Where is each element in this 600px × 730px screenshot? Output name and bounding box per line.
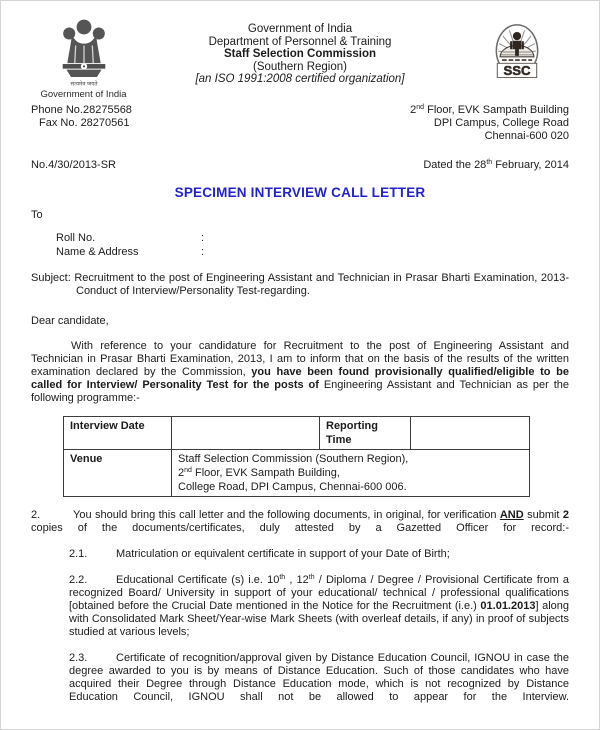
office-address	[410, 104, 569, 143]
salutation: Dear candidate,	[31, 315, 109, 327]
item-2-3-number: 2.3.	[69, 652, 88, 664]
roll-no-colon: :	[201, 232, 205, 244]
fax-number: Fax No. 28270561	[39, 117, 130, 129]
recipient-fields	[56, 232, 569, 259]
item-2-1	[69, 548, 569, 561]
documents-paragraph	[31, 509, 569, 535]
item-2-3	[69, 652, 569, 704]
venue-value	[172, 450, 530, 497]
roll-no-label: Roll No.	[56, 232, 96, 244]
item-2-3-text: Certificate of recognition/approval given by Distance Education Council, IGNOU in case the degree awarded to you is by means of Distance Education. Such of those candidates who have acquired their Degree through Distance Education mode, which is not recognized by Distance Education Council, IGNOU shall not be allowed to appear for the Interview.	[69, 652, 569, 703]
venue-line-2: 2nd Floor, EVK Sampath Building,	[178, 467, 340, 479]
venue-line-1: Staff Selection Commission (Southern Region),	[178, 453, 409, 465]
item-2-1-number: 2.1.	[69, 548, 88, 560]
reference-row	[31, 159, 569, 172]
interview-date-value	[172, 417, 320, 450]
table-row-venue	[64, 450, 530, 497]
item-2-1-text: Matriculation or equivalent certificate in support of your Date of Birth;	[116, 548, 450, 560]
interview-date-header: Interview Date	[64, 417, 172, 450]
emblem-block	[31, 15, 136, 100]
india-emblem-icon	[55, 15, 113, 89]
letterhead	[31, 15, 569, 100]
subject-line: Subject: Recruitment to the post of Engineering Assistant and Technician in Prasar Bharti Examination, 2013-Conduct of Interview/Personality Test-regarding.	[31, 272, 569, 297]
org-line-iso: [an ISO 1991:2008 certified organization]	[195, 73, 405, 86]
venue-header: Venue	[64, 450, 172, 497]
documents-paragraph-text: You should bring this call letter and the following documents, in original, for verification AND submit 2 copies of the documents/certificates, duly attested by a Gazetted Officer for record:-	[31, 509, 569, 534]
reporting-time-value	[411, 417, 530, 450]
emblem-caption: Government of India	[40, 89, 127, 100]
letter-date: Dated the 28th February, 2014	[423, 159, 569, 171]
to-label: To	[31, 209, 43, 221]
name-address-colon: :	[201, 245, 205, 258]
org-line-commission: Staff Selection Commission	[223, 48, 377, 61]
name-address-row	[56, 246, 569, 260]
item-2-2-text: Educational Certificate (s) i.e. 10th , 12th / Diploma / Degree / Provisional Certificate from a recognized Board/ University in support of your educational/ technical / professional qualifications [obtained before the Crucial Date mentioned in the Notice for the Recruitment (i.e.) 01.01.2013] along with Consolidated Mark Sheet/Year-wise Mark Sheets (with overleaf details, if any) in proof of subjects studied at various levels;	[69, 574, 570, 638]
roll-no-row	[56, 232, 569, 246]
org-line-department: Department of Personnel & Training	[208, 35, 392, 48]
name-address-label: Name & Address	[56, 245, 139, 258]
venue-line-3: College Road, DPI Campus, Chennai-600 006.	[178, 481, 407, 493]
address-line-1: 2nd Floor, EVK Sampath Building	[410, 104, 569, 116]
ssc-logo-block	[464, 15, 569, 91]
reporting-time-header: Reporting Time	[320, 417, 411, 450]
org-line-government: Government of India	[247, 23, 353, 35]
intro-paragraph: With reference to your candidature for Recruitment to the post of Engineering Assistant and Technician in Prasar Bharti Examination, 2013, I am to inform that on the basis of the results of the written examination declared by the Commission, you have been found provisionally qualified/eligible to be called for Interview/ Personality Test for the posts of Engineering Assistant and Technician as per the following programme:-	[31, 340, 569, 404]
letter-title: SPECIMEN INTERVIEW CALL LETTER	[174, 185, 426, 200]
paragraph-number: 2.	[31, 509, 41, 521]
item-2-2-number: 2.2.	[69, 574, 88, 586]
phone-number: Phone No.28275568	[31, 104, 132, 116]
emblem-motto-text: सत्यमेव जयते	[69, 81, 98, 88]
table-row-header	[64, 417, 530, 450]
interview-schedule-table	[63, 416, 530, 497]
ssc-logo-text: SSC	[502, 63, 531, 79]
address-line-3: Chennai-600 020	[484, 130, 569, 142]
contact-row	[31, 104, 569, 143]
ssc-logo-icon	[486, 15, 548, 91]
letterhead-center	[136, 15, 464, 86]
item-2-2	[69, 574, 569, 639]
letter-number: No.4/30/2013-SR	[31, 159, 116, 171]
address-line-2: DPI Campus, College Road	[433, 117, 569, 129]
contact-left	[31, 104, 132, 143]
org-line-region: (Southern Region)	[253, 60, 347, 73]
